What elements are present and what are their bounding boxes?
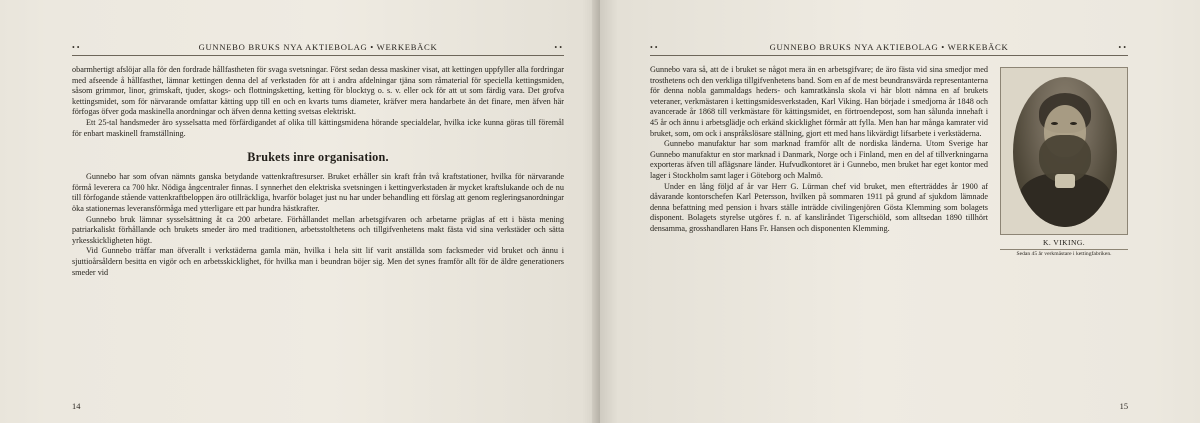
right-running-head [650,42,1128,56]
left-paragraph-2: Ett 25-tal handsmeder äro sysselsatta med förfärdigandet af olika till kättingsmidena hörande specialdelar, hvilka icke kunna göras till föremål för enbart maskinell framställning. [72,117,564,138]
left-section-paragraph-2: Gunnebo bruk lämnar sysselsättning åt ca 200 arbetare. Förhållandet mellan arbetsgifvaren och arbetarne präglas af ett i bästa mening patriarkaliskt förhållande och brukets smeder äro med traditionen, arbetsstolthetens och tillgifvenhetens makt fästa vid sina verkstäder och sätta yrkesskickligheten högt. [72,214,564,245]
right-head-dots-left: •• [650,43,660,52]
right-page [600,0,1200,423]
left-section-paragraph-1: Gunnebo har som ofvan nämnts ganska betydande vattenkraftresurser. Bruket erhåller sin kraft från två kraftstationer, hvilka för närvarande förmå leverera ca 700 hkr. Nödiga ångcentraler finnas. I synnerhet den elektriska svetsningen i kettingverkstaden är mycket kraftslukande och de nu till förfogande stående vattenkraftbeloppen äro otillräckliga, hvarför bolaget just nu har under behandling ett förslag att genom regleringsanordningar öka stationernas leveransförmåga med ytterligare ett par hundra hästkrafter. [72,172,564,213]
portrait-block [1000,67,1128,258]
left-page-content [72,42,564,393]
portrait-caption: K. VIKING. [1042,238,1086,247]
right-paragraph-1: Gunnebo vara så, att de i bruket se något mera än en arbetsgifvare; de äro fästa vid sina smedjor med trosthetens och den verkliga tillgifvenhetens band. Som en af de mest beundransvärda representanterna för denna nobla gammaldags heders- och kamratkänsla skola vi här blott nämna en af brukets veteraner, verkmästaren i kettingsmidesverkstaden, Karl Viking. Han började i smedjorna år 1848 och avancerade år 1868 till verkmästare för kättingsmidet, en förtroendepost, som han sålunda innehaft i 45 år och ännu i arbetsglädje och erkänd skicklighet förmår att fylla. Men han har många kamrater vid bruket, som, om ock i anspråkslösare ställning, gjort ett med hans likvärdigt lifsarbete i verkstäderna. [650,65,988,138]
left-section-paragraph-3: Vid Gunnebo träffar man öfverallt i verkstäderna gamla män, hvilka i hela sitt lif varit anställda som facksmeder vid bruket och ännu i sjuttioårsåldern besitta en vigör och en arbetsskicklighet, för hvilka man i beundran böjer sig. Men det synes framför allt för de äldre generationers smeder vid [72,246,564,277]
section-heading: Brukets inre organisation. [247,150,389,165]
left-head-dots-left: •• [72,43,82,52]
portrait-frame [1000,67,1128,235]
right-paragraph-2: Gunnebo manufaktur har som marknad framför allt de nordiska länderna. Utom Sverige har Gunnebo manufaktur en stor marknad i Danmark, Norge och i Finland, men en del af tillverkningarna exporteras äfven till aflägsnare länder. Hufvudkontoret är i Gunnebo, men bruket har eget kontor med lager i Stockholm samt lager i Göteborg och Malmö. [650,139,988,180]
right-page-content [650,42,1128,393]
portrait-eye-right [1070,122,1077,125]
left-running-head-text: GUNNEBO BRUKS NYA AKTIEBOLAG • WERKEBÄCK [198,42,438,52]
left-running-head [72,42,564,56]
left-page-number: 14 [72,402,81,411]
portrait-subcaption: Sedan 45 år verkmästare i kettingfabriken. [1000,249,1128,258]
right-head-dots-right: •• [1118,43,1128,52]
right-running-head-text: GUNNEBO BRUKS NYA AKTIEBOLAG • WERKEBÄCK [769,42,1009,52]
right-paragraph-3: Under en lång följd af år var Herr G. Lürman chef vid bruket, men efterträddes år 1900 af dåvarande kontorschefen Karl Petersson, hvilken på sommaren 1911 på grund af sjukdom lämnade denna befattning med pension i hvars ställe inträdde civilingenjören Gösta Klemming som bolagets disponent. Bolagets styrelse utgöres f. n. af kansliråndet Tigerschiöld, som alltsedan 1890 tillhört densamma, grosshandlaren Hans Fr. Hansen och disponenten Klemming. [650,181,988,233]
portrait-photo [1013,77,1117,227]
portrait-collar [1055,174,1075,188]
left-paragraph-1: obarmhertigt afslöjar alla för den fordrade hållfastheten för svaga svetsningar. Först sedan dessa maskiner visat, att kettingen uppfyller alla fordringar med afseende å hållfasthet, lämnar kettingen denna del af verkstaden för att i andra afdelningar tjäna som råmaterial för speciella kettingsmiden, såsom grimmor, linor, grimskaft, tjuder, skogs- och flottningsketting, ketting för blocktyg o. s. v. eller ock för att ut som färdig vara. Det grofva kettingsmidet, som för närvarande omfattar kätting upp till en och en kvarts tums diameter, kräfver mera handarbete än det finare, men äfven här förfogas öfver goda maskinella anordningar och äfven denna ketting svetsas elektriskt. [72,65,564,117]
portrait-eye-left [1051,122,1058,125]
right-page-number: 15 [1119,402,1128,411]
left-head-dots-right: •• [554,43,564,52]
